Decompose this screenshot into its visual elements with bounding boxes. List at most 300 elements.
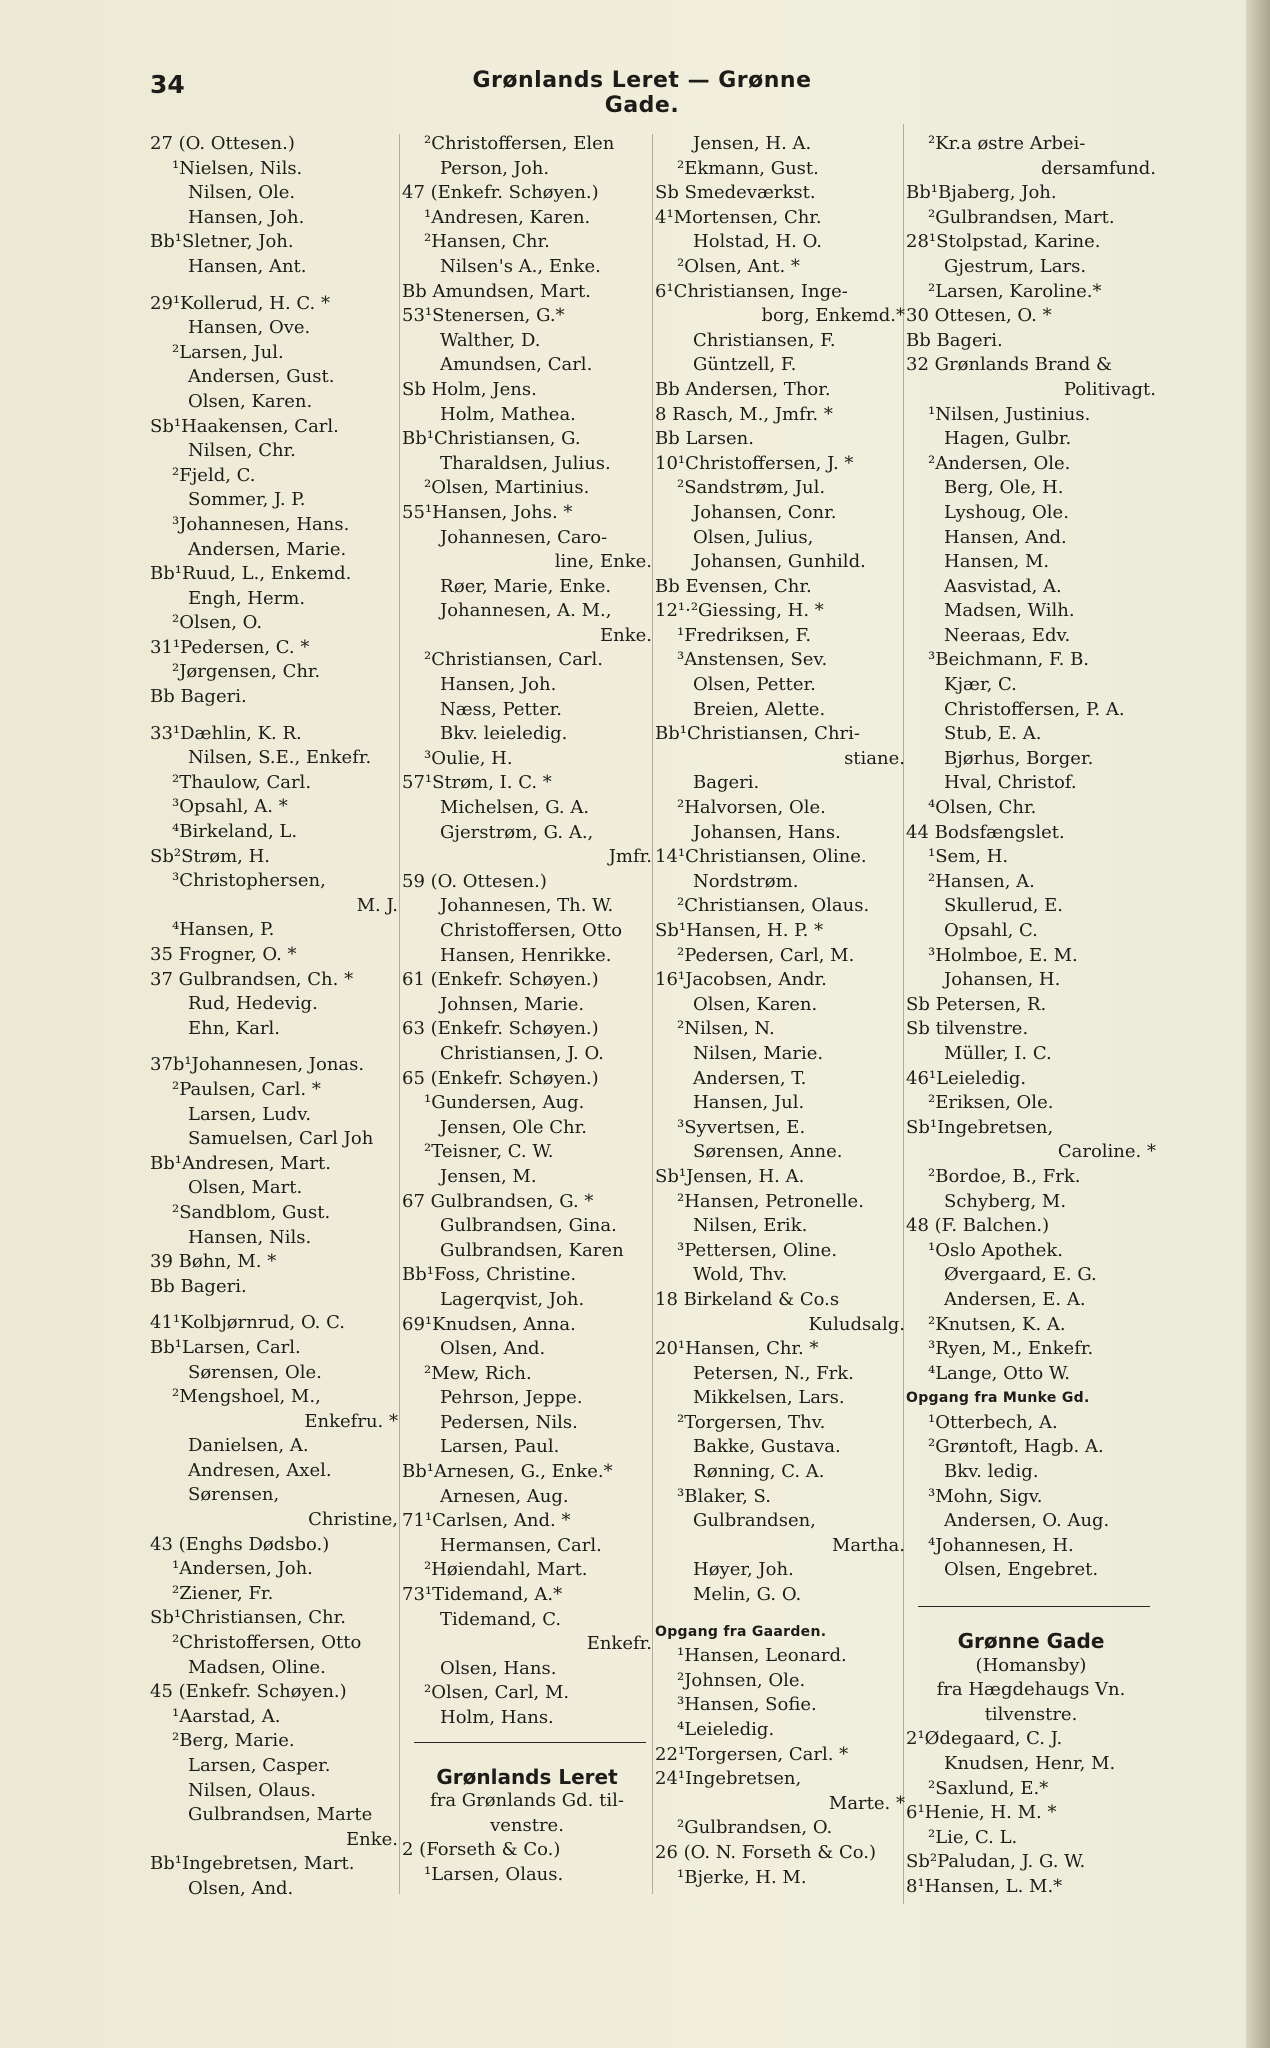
spacer (655, 1608, 905, 1620)
entry-line: Christoffersen, P. A. (944, 698, 1125, 720)
entry-line: Olsen, Mart. (188, 1177, 303, 1199)
entry-line: ²Larsen, Jul. (172, 341, 284, 363)
column-divider (652, 134, 653, 1894)
entry-line: ²Knutsen, K. A. (928, 1313, 1066, 1335)
entry-line: ¹Andersen, Joh. (172, 1558, 313, 1580)
entry-line: Engh, Herm. (188, 587, 306, 609)
entry-line: ²Olsen, Carl, M. (424, 1682, 570, 1704)
entry-line: 59 (O. Ottesen.) (402, 870, 547, 892)
entry-line: Larsen, Ludv. (188, 1103, 312, 1125)
entry-line: Sb Petersen, R. (906, 993, 1047, 1015)
entry-line: ²Mengshoel, M., (172, 1386, 321, 1408)
entry-line: Christiansen, F. (693, 329, 836, 351)
entry-line: Hermansen, Carl. (440, 1534, 602, 1556)
entry-line: Nilsen, S.E., Enkefr. (188, 747, 372, 769)
entry-line: Johansen, Gunhild. (693, 551, 866, 573)
entry-line: ²Ziener, Fr. (172, 1582, 274, 1604)
entry-line: Person, Joh. (440, 157, 550, 179)
entry-line: ²Berg, Marie. (172, 1730, 295, 1752)
entry-line: 28¹Stolpstad, Karine. (906, 231, 1101, 253)
entry-line: Kuludsalg. (808, 1313, 905, 1335)
entry-line: ³Blaker, S. (677, 1485, 771, 1507)
entry-line: ²Larsen, Karoline.* (928, 280, 1102, 302)
entry-line: Sørensen, Ole. (188, 1361, 322, 1383)
entry-line: Marte. * (828, 1792, 905, 1814)
entry-line: ⁴Leieledig. (677, 1719, 775, 1740)
entry-line: Andersen, Marie. (188, 538, 347, 560)
entry-line: 55¹Hansen, Johs. * (402, 501, 573, 523)
entry-line: Olsen, Hans. (440, 1657, 557, 1679)
entry-line: Knudsen, Henr, M. (944, 1753, 1116, 1774)
entry-line: Madsen, Wilh. (944, 600, 1075, 622)
entry-line: 73¹Tidemand, A.* (402, 1584, 563, 1606)
entry-line: Bageri. (693, 772, 760, 794)
entry-line: Melin, G. O. (693, 1584, 802, 1606)
entry-line: ⁴Hansen, P. (172, 919, 275, 941)
entry-line: 33¹Dæhlin, K. R. (150, 722, 302, 744)
entry-line: Aasvistad, A. (944, 575, 1062, 597)
entry-line: 16¹Jacobsen, Andr. (655, 969, 827, 991)
entry-line: Olsen, Karen. (188, 390, 313, 412)
entry-line: 63 (Enkefr. Schøyen.) (402, 1018, 599, 1040)
entry-line: 29¹Kollerud, H. C. * (150, 292, 330, 314)
entry-line: Walther, D. (440, 329, 541, 351)
entry-line: ³Hansen, Sofie. (677, 1694, 817, 1716)
entry-line: Gulbrandsen, Karen (440, 1239, 624, 1261)
entry-line: ³Beichmann, F. B. (928, 649, 1090, 671)
entry-line: Bb¹Andresen, Mart. (150, 1152, 331, 1174)
entry-line: Opsahl, C. (944, 920, 1038, 941)
entry-line: Müller, I. C. (944, 1042, 1052, 1064)
entry-line: Sb²Strøm, H. (150, 845, 271, 867)
entry-line: ²Olsen, Martinius. (424, 477, 590, 499)
entry-line: Sørensen, (188, 1484, 280, 1506)
entry-line: Bkv. leieledig. (440, 723, 568, 745)
entry-line: Bb Bageri. (150, 1275, 247, 1297)
entry-line: ³Holmboe, E. M. (928, 944, 1078, 966)
entry-line: 22¹Torgersen, Carl. * (655, 1743, 849, 1765)
entry-line: ²Hansen, Chr. (424, 231, 550, 253)
entry-line: Bb¹Ingebretsen, Mart. (150, 1853, 355, 1875)
entry-line: 47 (Enkefr. Schøyen.) (402, 182, 599, 204)
entry-line: 43 (Enghs Dødsbo.) (150, 1533, 330, 1555)
entry-line: Gulbrandsen, (693, 1510, 816, 1532)
entry-line: Øvergaard, E. G. (944, 1264, 1097, 1286)
entry-line: 44 Bodsfængslet. (906, 821, 1065, 843)
entry-line: Sb Holm, Jens. (402, 378, 537, 400)
page-title: Grønlands Leret — Grønne Gade. (472, 68, 812, 118)
entry-line: Güntzell, F. (693, 354, 797, 376)
entry-line: 67 Gulbrandsen, G. * (402, 1190, 594, 1212)
entry-line: Johansen, Conr. (693, 501, 837, 523)
entry-line: Bb¹Sletner, Joh. (150, 231, 294, 253)
entry-line: 12¹·²Giessing, H. * (655, 600, 824, 622)
entry-line: ³Opsahl, A. * (172, 796, 288, 818)
entry-line: Nilsen, Olaus. (188, 1779, 316, 1801)
entry-line: Lagerqvist, Joh. (440, 1288, 585, 1310)
section-divider (906, 1595, 1156, 1617)
entry-line: Johannesen, Th. W. (440, 895, 614, 917)
entry-line: Andresen, Axel. (188, 1459, 332, 1481)
entry-line: ³Johannesen, Hans. (172, 513, 350, 535)
entry-line: Lyshoug, Ole. (944, 501, 1069, 523)
entry-line: Michelsen, G. A. (440, 797, 590, 819)
entry-line: Sb¹Ingebretsen, (906, 1116, 1054, 1138)
entry-line: Bb Bageri. (150, 686, 247, 708)
entry-line: ²Thaulow, Carl. (172, 771, 312, 793)
entry-line: 46¹Leieledig. (906, 1067, 1027, 1089)
entry-line: ²Bordoe, B., Frk. (928, 1165, 1081, 1187)
entry-line: Sb Smedeværkst. (655, 182, 816, 204)
entry-line: Petersen, N., Frk. (693, 1362, 854, 1384)
entry-line: Hansen, Jul. (693, 1092, 805, 1114)
entry-line: dersamfund. (1041, 157, 1156, 179)
entry-line: 31¹Pedersen, C. * (150, 636, 310, 658)
entry-line: stiane. (844, 747, 905, 769)
entry-line: Breien, Alette. (693, 698, 826, 720)
entry-line: Holstad, H. O. (693, 231, 823, 253)
entry-line: 4¹Mortensen, Chr. (655, 206, 822, 228)
entry-line: ²Christiansen, Olaus. (677, 895, 870, 917)
entry-line: Christine, (308, 1509, 398, 1531)
entry-line: Skullerud, E. (944, 895, 1064, 917)
entry-line: ²Høiendahl, Mart. (424, 1559, 588, 1581)
entry-line: Bb Amundsen, Mart. (402, 280, 591, 302)
entry-line: 53¹Stenersen, G.* (402, 305, 565, 327)
entry-line: ¹Oslo Apothek. (928, 1239, 1063, 1261)
entry-line: 8 Rasch, M., Jmfr. * (655, 403, 833, 425)
section-heading: Grønlands Leret (436, 1764, 618, 1789)
entry-line: line, Enke. (554, 551, 652, 573)
entry-line: Johannesen, A. M., (440, 600, 612, 622)
entry-line: Rud, Hedevig. (188, 993, 318, 1015)
entry-line: ²Fjeld, C. (172, 464, 256, 486)
entry-line: ²Christoffersen, Otto (172, 1632, 362, 1654)
directory-column-2 (402, 132, 652, 1888)
entry-line: 41¹Kolbjørnrud, O. C. (150, 1312, 345, 1334)
entry-line: Stub, E. A. (944, 723, 1042, 745)
entry-line: ³Mohn, Sigv. (928, 1485, 1043, 1507)
entry-line: ²Eriksen, Ole. (928, 1092, 1054, 1114)
entry-line: ²Ekmann, Gust. (677, 157, 819, 179)
entry-line: ³Christophersen, (172, 870, 326, 892)
page-number: 34 (150, 70, 185, 99)
entry-line: Neeraas, Edv. (944, 624, 1071, 646)
entry-line: 8¹Hansen, L. M.* (906, 1875, 1063, 1897)
entry-line: Schyberg, M. (944, 1190, 1067, 1212)
entry-line: 14¹Christiansen, Oline. (655, 846, 867, 868)
entry-line: ²Sandstrøm, Jul. (677, 477, 826, 499)
entry-line: Andersen, Gust. (188, 366, 335, 388)
entry-line: Danielsen, A. (188, 1435, 309, 1457)
entry-line: 65 (Enkefr. Schøyen.) (402, 1067, 599, 1089)
section-subheading: Opgang fra Gaarden. (655, 1623, 827, 1640)
entry-line: Tharaldsen, Julius. (440, 452, 611, 474)
entry-line: Nilsen, Marie. (693, 1042, 824, 1064)
entry-line: Pehrson, Jeppe. (440, 1387, 583, 1409)
entry-line: Hagen, Gulbr. (944, 428, 1072, 450)
entry-line: 45 (Enkefr. Schøyen.) (150, 1681, 347, 1703)
entry-line: Sb¹Christiansen, Chr. (150, 1607, 346, 1629)
entry-line: Bb Evensen, Chr. (655, 575, 812, 597)
entry-line: Jensen, M. (440, 1165, 537, 1187)
entry-line: ²Hansen, A. (928, 870, 1035, 892)
entry-line: 20¹Hansen, Chr. * (655, 1338, 819, 1360)
entry-line: ⁴Birkeland, L. (172, 821, 298, 843)
entry-line: Bkv. ledig. (944, 1461, 1039, 1483)
entry-line: 37b¹Johannesen, Jonas. (150, 1054, 365, 1076)
entry-line: Amundsen, Carl. (440, 354, 593, 376)
entry-line: Wold, Thv. (693, 1264, 788, 1286)
entry-line: Bb¹Christiansen, Chri- (655, 723, 860, 745)
entry-line: Hansen, Henrikke. (440, 944, 612, 966)
entry-line: Bb¹Bjaberg, Joh. (906, 182, 1057, 204)
entry-line: 27 (O. Ottesen.) (150, 133, 295, 154)
entry-line: Samuelsen, Carl Joh (188, 1128, 374, 1150)
entry-line: ⁴Olsen, Chr. (928, 797, 1037, 819)
entry-line: ¹Aarstad, A. (172, 1705, 281, 1727)
spacer (150, 280, 398, 292)
entry-line: Bb Larsen. (655, 428, 754, 450)
entry-line: Enke. (599, 624, 652, 646)
entry-line: ³Ryen, M., Enkefr. (928, 1338, 1094, 1360)
entry-line: ²Torgersen, Thv. (677, 1411, 826, 1433)
entry-line: ²Christoffersen, Elen (424, 133, 615, 154)
entry-line: Sørensen, Anne. (693, 1141, 843, 1163)
entry-line: 18 Birkeland & Co.s (655, 1288, 840, 1310)
entry-line: Enkefru. * (304, 1410, 398, 1432)
entry-line: Andersen, T. (693, 1067, 807, 1089)
entry-line: ³Pettersen, Oline. (677, 1239, 838, 1261)
entry-line: Bb¹Larsen, Carl. (150, 1336, 301, 1358)
entry-line: Olsen, Karen. (693, 993, 818, 1015)
entry-line: ²Sandblom, Gust. (172, 1201, 331, 1223)
entry-line: Nilsen's A., Enke. (440, 255, 601, 277)
entry-line: 24¹Ingebretsen, (655, 1768, 802, 1790)
entry-line: ²Teisner, C. W. (424, 1141, 554, 1163)
entry-line: Jmfr. (608, 846, 652, 868)
entry-line: Gulbrandsen, Gina. (440, 1215, 617, 1237)
entry-line: ²Jørgensen, Chr. (172, 661, 321, 683)
entry-line: ¹Andresen, Karen. (424, 206, 591, 228)
entry-line: Holm, Mathea. (440, 403, 576, 425)
entry-line: ²Paulsen, Carl. * (172, 1078, 321, 1100)
entry-line: ²Christiansen, Carl. (424, 649, 604, 671)
entry-line: Andersen, O. Aug. (944, 1510, 1110, 1532)
entry-line: Christiansen, J. O. (440, 1042, 604, 1064)
entry-line: 10¹Christoffersen, J. * (655, 452, 854, 474)
entry-line: Berg, Ole, H. (944, 477, 1064, 499)
entry-line: 61 (Enkefr. Schøyen.) (402, 969, 599, 991)
entry-line: Pedersen, Nils. (440, 1411, 578, 1433)
entry-line: 6¹Henie, H. M. * (906, 1802, 1057, 1824)
directory-column-3 (655, 132, 905, 1890)
entry-line: Olsen, Engebret. (944, 1559, 1099, 1581)
entry-line: Hansen, And. (944, 526, 1067, 548)
entry-line: Andersen, E. A. (944, 1288, 1086, 1310)
entry-line: Hansen, Joh. (188, 206, 305, 228)
entry-line: Gjerstrøm, G. A., (440, 821, 594, 843)
entry-line: ¹Hansen, Leonard. (677, 1645, 847, 1667)
entry-line: Bb¹Foss, Christine. (402, 1264, 577, 1286)
entry-line: Nilsen, Ole. (188, 182, 296, 204)
entry-line: Holm, Hans. (440, 1707, 554, 1728)
entry-line: ¹Fredriksen, F. (677, 624, 812, 646)
entry-line: 32 Grønlands Brand & (906, 354, 1113, 376)
entry-line: 71¹Carlsen, And. * (402, 1510, 571, 1532)
entry-line: Larsen, Paul. (440, 1436, 560, 1458)
entry-line: ³Oulie, H. (424, 747, 513, 769)
entry-line: ¹Nilsen, Justinius. (928, 403, 1091, 425)
entry-line: ²Johnsen, Ole. (677, 1669, 806, 1691)
entry-line: ²Saxlund, E.* (928, 1777, 1049, 1799)
entry-line: fra Hægdehaugs Vn. (936, 1679, 1126, 1701)
entry-line: ¹Sem, H. (928, 846, 1009, 868)
entry-line: 2 (Forseth & Co.) (402, 1839, 561, 1861)
entry-line: Hansen, M. (944, 551, 1050, 573)
entry-line: ²Andersen, Ole. (928, 452, 1071, 474)
spacer (150, 1041, 398, 1053)
entry-line: ¹Bjerke, H. M. (677, 1866, 807, 1888)
entry-line: Jensen, H. A. (693, 133, 812, 154)
entry-line: Christoffersen, Otto (440, 920, 623, 941)
entry-line: ²Olsen, Ant. * (677, 255, 800, 277)
entry-line: Næss, Petter. (440, 698, 563, 720)
entry-line: ²Lie, C. L. (928, 1826, 1018, 1848)
entry-line: Nilsen, Chr. (188, 440, 296, 462)
entry-line: Larsen, Casper. (188, 1755, 331, 1776)
entry-line: ²Gulbrandsen, Mart. (928, 206, 1115, 228)
entry-line: fra Grønlands Gd. til- (430, 1790, 624, 1812)
entry-line: ³Syvertsen, E. (677, 1116, 806, 1138)
entry-line: (Homansby) (975, 1654, 1087, 1676)
entry-line: 2¹Ødegaard, C. J. (906, 1728, 1063, 1750)
entry-line: Enkefr. (586, 1633, 652, 1655)
entry-line: Johnsen, Marie. (440, 993, 585, 1015)
entry-line: Olsen, Julius, (693, 526, 814, 548)
entry-line: ²Hansen, Petronelle. (677, 1190, 864, 1212)
entry-line: ⁴Lange, Otto W. (928, 1362, 1070, 1384)
entry-line: Bb Andersen, Thor. (655, 378, 831, 400)
directory-column-4 (906, 132, 1156, 1900)
entry-line: 37 Gulbrandsen, Ch. * (150, 968, 354, 990)
entry-line: ²Nilsen, N. (677, 1018, 775, 1040)
entry-line: Hansen, Nils. (188, 1226, 312, 1248)
entry-line: Bb Bageri. (906, 329, 1003, 351)
entry-line: Caroline. * (1057, 1141, 1156, 1163)
spacer (906, 1617, 1156, 1629)
entry-line: Bb¹Ruud, L., Enkemd. (150, 563, 352, 585)
entry-line: ¹Otterbech, A. (928, 1411, 1058, 1433)
entry-line: ³Anstensen, Sev. (677, 649, 828, 671)
entry-line: Sb¹Jensen, H. A. (655, 1165, 805, 1187)
entry-line: Bb¹Christiansen, G. (402, 428, 581, 450)
entry-line: Sb¹Hansen, H. P. * (655, 920, 824, 941)
entry-line: tilvenstre. (984, 1703, 1078, 1725)
entry-line: Bb¹Arnesen, G., Enke.* (402, 1461, 613, 1483)
entry-line: Olsen, Petter. (693, 674, 816, 696)
entry-line: Nilsen, Erik. (693, 1215, 808, 1237)
entry-line: 57¹Strøm, I. C. * (402, 772, 552, 794)
entry-line: Kjær, C. (944, 674, 1017, 696)
entry-line: Arnesen, Aug. (440, 1485, 569, 1507)
entry-line: ¹Nielsen, Nils. (172, 157, 303, 179)
directory-column-1 (150, 132, 398, 1902)
spacer (150, 1299, 398, 1311)
entry-line: Nordstrøm. (693, 870, 799, 892)
entry-line: Hval, Christof. (944, 772, 1077, 794)
entry-line: 30 Ottesen, O. * (906, 305, 1052, 327)
spacer (402, 1753, 652, 1765)
entry-line: Olsen, And. (440, 1338, 546, 1360)
entry-line: Hansen, Joh. (440, 674, 557, 696)
entry-line: Jensen, Ole Chr. (440, 1116, 587, 1138)
section-divider (402, 1731, 652, 1753)
entry-line: Olsen, And. (188, 1877, 294, 1899)
entry-line: Høyer, Joh. (693, 1559, 794, 1581)
entry-line: Sb²Paludan, J. G. W. (906, 1851, 1086, 1873)
spacer (150, 710, 398, 722)
page-edge (1246, 0, 1270, 2048)
entry-line: 6¹Christiansen, Inge- (655, 280, 848, 302)
entry-line: ¹Larsen, Olaus. (424, 1863, 564, 1885)
entry-line: Gulbrandsen, Marte (188, 1804, 373, 1826)
entry-line: Martha. (831, 1534, 905, 1556)
entry-line: Johansen, H. (944, 969, 1061, 991)
entry-line: Ehn, Karl. (188, 1017, 281, 1039)
entry-line: Sb tilvenstre. (906, 1018, 1029, 1040)
entry-line: Rønning, C. A. (693, 1461, 825, 1483)
entry-line: ²Gulbrandsen, O. (677, 1817, 833, 1839)
entry-line: ²Mew, Rich. (424, 1362, 532, 1384)
entry-line: Johannesen, Caro- (440, 526, 608, 548)
entry-line: Madsen, Oline. (188, 1656, 326, 1678)
entry-line: venstre. (490, 1814, 564, 1836)
entry-line: Hansen, Ant. (188, 255, 307, 277)
entry-line: 69¹Knudsen, Anna. (402, 1313, 576, 1335)
entry-line: ²Grøntoft, Hagb. A. (928, 1436, 1104, 1458)
spacer (906, 1583, 1156, 1595)
entry-line: ²Pedersen, Carl, M. (677, 944, 855, 966)
entry-line: Sommer, J. P. (188, 489, 306, 511)
entry-line: M. J. (356, 894, 398, 916)
entry-line: Gjestrum, Lars. (944, 255, 1087, 277)
entry-line: Politivagt. (1063, 378, 1156, 400)
entry-line: ¹Gundersen, Aug. (424, 1092, 585, 1114)
entry-line: Johansen, Hans. (693, 821, 841, 843)
entry-line: Bjørhus, Borger. (944, 747, 1094, 769)
entry-line: ⁴Johannesen, H. (928, 1534, 1074, 1556)
entry-line: ²Halvorsen, Ole. (677, 797, 826, 819)
entry-line: Røer, Marie, Enke. (440, 575, 612, 597)
entry-line: Enke. (345, 1828, 398, 1850)
section-heading: Grønne Gade (957, 1629, 1105, 1654)
entry-line: Mikkelsen, Lars. (693, 1387, 845, 1409)
entry-line: Tidemand, C. (440, 1608, 562, 1630)
entry-line: Hansen, Ove. (188, 317, 311, 339)
entry-line: 35 Frogner, O. * (150, 944, 297, 965)
entry-line: 26 (O. N. Forseth & Co.) (655, 1841, 877, 1863)
entry-line: 48 (F. Balchen.) (906, 1215, 1050, 1237)
entry-line: borg, Enkemd.* (761, 305, 905, 327)
column-divider (399, 134, 400, 1894)
section-subheading: Opgang fra Munke Gd. (906, 1390, 1090, 1407)
entry-line: Sb¹Haakensen, Carl. (150, 415, 339, 437)
entry-line: Bakke, Gustava. (693, 1436, 841, 1458)
entry-line: ²Kr.a østre Arbei- (928, 133, 1086, 154)
entry-line: 39 Bøhn, M. * (150, 1251, 277, 1273)
entry-line: ²Olsen, O. (172, 612, 263, 634)
